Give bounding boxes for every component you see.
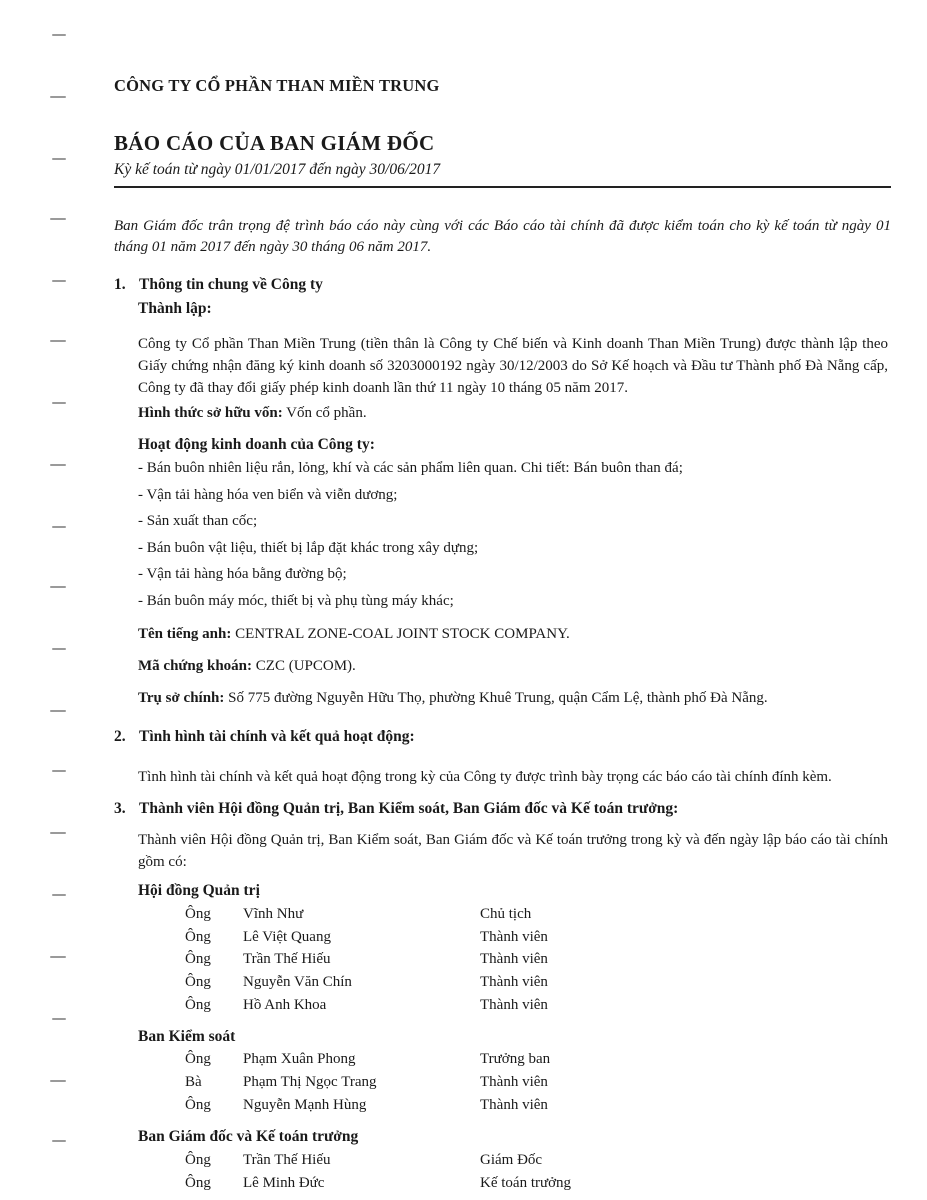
activities-label: Hoạt động kinh doanh của Công ty: (138, 436, 375, 453)
member-title: Ông (185, 1051, 211, 1067)
company-name: CÔNG TY CỔ PHẦN THAN MIỀN TRUNG (114, 76, 440, 95)
section-title: Thành viên Hội đồng Quản trị, Ban Kiểm soát, Ban Giám đốc và Kế toán trưởng: (139, 800, 679, 817)
binding-mark (52, 280, 66, 282)
section-number: 3. (114, 800, 126, 817)
english-name-label: Tên tiếng anh: (138, 626, 232, 642)
member-name: Lê Minh Đức (243, 1175, 325, 1191)
binding-mark (50, 340, 66, 342)
stock-code-value: CZC (UPCOM). (252, 658, 356, 674)
binding-mark (52, 648, 66, 650)
member-role: Chủ tịch (480, 906, 532, 922)
member-title: Ông (185, 929, 211, 945)
member-row (0, 1051, 927, 1073)
binding-mark (52, 526, 66, 528)
board-heading: Hội đồng Quản trị (138, 882, 260, 899)
binding-mark (52, 34, 66, 36)
section-1-heading (114, 276, 323, 294)
section-title: Thông tin chung về Công ty (139, 276, 323, 293)
binding-mark (52, 158, 66, 160)
member-row (0, 997, 927, 1019)
member-role: Thành viên (480, 929, 548, 945)
member-role: Giám Đốc (480, 1152, 543, 1168)
section-title: Tình hình tài chính và kết quả hoạt động: (139, 728, 415, 745)
binding-mark (50, 218, 66, 220)
stock-code-label: Mã chứng khoán: (138, 658, 253, 674)
member-row (0, 1097, 927, 1119)
head-office-label: Trụ sở chính: (138, 690, 225, 706)
member-role: Trưởng ban (480, 1051, 551, 1067)
activity-item: - Vận tải hàng hóa bằng đường bộ; (138, 566, 347, 582)
supervisory-heading: Ban Kiểm soát (138, 1028, 236, 1045)
english-name-value: CENTRAL ZONE-COAL JOINT STOCK COMPANY. (231, 626, 570, 642)
member-name: Nguyễn Văn Chín (243, 974, 352, 990)
financial-status-paragraph: Tình hình tài chính và kết quả hoạt động trong kỳ của Công ty được trình bày trọng các báo cáo tài chính đính kèm. (138, 769, 832, 785)
binding-mark (50, 832, 66, 834)
binding-mark (52, 770, 66, 772)
member-name: Trần Thế Hiếu (243, 1152, 331, 1168)
member-name: Phạm Thị Ngọc Trang (243, 1074, 377, 1090)
activity-item: - Bán buôn nhiên liệu rắn, lỏng, khí và các sản phẩm liên quan. Chi tiết: Bán buôn than đá; (138, 460, 683, 476)
member-role: Thành viên (480, 1097, 548, 1113)
ownership-line (138, 405, 367, 422)
member-title: Ông (185, 1097, 211, 1113)
binding-mark (52, 402, 66, 404)
member-role: Thành viên (480, 1074, 548, 1090)
reporting-period: Kỳ kế toán từ ngày 01/01/2017 đến ngày 30/06/2017 (114, 161, 441, 178)
section-2-heading (114, 728, 415, 746)
member-row (0, 929, 927, 951)
member-row (0, 951, 927, 973)
member-role: Kế toán trưởng (480, 1175, 572, 1191)
members-intro-paragraph: Thành viên Hội đồng Quản trị, Ban Kiểm soát, Ban Giám đốc và Kế toán trưởng trong kỳ và đến ngày lập báo cáo tài chính gồm có: (138, 832, 888, 870)
member-name: Phạm Xuân Phong (243, 1051, 356, 1067)
head-office-value: Số 775 đường Nguyễn Hữu Thọ, phường Khuê Trung, quận Cẩm Lệ, thành phố Đà Nẵng. (224, 690, 768, 706)
binding-mark (50, 96, 66, 98)
activity-item: - Bán buôn vật liệu, thiết bị lắp đặt khác trong xây dựng; (138, 540, 479, 556)
member-role: Thành viên (480, 951, 548, 967)
member-role: Thành viên (480, 974, 548, 990)
section-number: 2. (114, 728, 126, 745)
member-title: Ông (185, 951, 211, 967)
english-name-line (138, 626, 570, 643)
ownership-value: Vốn cổ phần. (282, 405, 367, 421)
binding-mark (50, 464, 66, 466)
section-number: 1. (114, 276, 126, 293)
member-title: Ông (185, 1175, 211, 1191)
member-role: Thành viên (480, 997, 548, 1013)
ownership-label: Hình thức sở hữu vốn: (138, 405, 283, 421)
member-name: Trần Thế Hiếu (243, 951, 331, 967)
management-heading: Ban Giám đốc và Kế toán trưởng (138, 1128, 359, 1145)
member-row (0, 1074, 927, 1096)
activity-item: - Sản xuất than cốc; (138, 513, 258, 529)
binding-edge-marks (0, 0, 80, 1200)
member-name: Vĩnh Như (243, 906, 304, 922)
binding-mark (52, 894, 66, 896)
binding-mark (50, 586, 66, 588)
member-row (0, 1152, 927, 1174)
activity-item: - Vận tải hàng hóa ven biển và viễn dương; (138, 487, 398, 503)
member-row (0, 974, 927, 996)
establishment-label: Thành lập: (138, 300, 212, 317)
head-office-line (138, 690, 768, 707)
member-name: Lê Việt Quang (243, 929, 331, 945)
binding-mark (52, 1140, 66, 1142)
activity-item: - Bán buôn máy móc, thiết bị và phụ tùng máy khác; (138, 593, 454, 609)
section-3-heading (114, 800, 678, 818)
report-title: BÁO CÁO CỦA BAN GIÁM ĐỐC (114, 131, 435, 155)
member-title: Ông (185, 974, 211, 990)
member-name: Hồ Anh Khoa (243, 997, 327, 1013)
establishment-paragraph: Công ty Cổ phần Than Miền Trung (tiền thân là Công ty Chế biến và Kinh doanh Than Miền Trung) được thành lập theo Giấy chứng nhận đăng ký kinh doanh số 3203000192 ngày 30/12/2003 do Sở Kế hoạch và Đầu tư Thành phố Đà Nẵng cấp, Công ty đã thay đổi giấy phép kinh doanh lần thứ 11 ngày 10 tháng 05 năm 2017. (138, 336, 888, 396)
member-row (0, 1175, 927, 1197)
member-title: Ông (185, 997, 211, 1013)
binding-mark (50, 710, 66, 712)
member-row (0, 906, 927, 928)
intro-paragraph: Ban Giám đốc trân trọng đệ trình báo cáo này cùng với các Báo cáo tài chính đã được kiểm toán cho kỳ kế toán từ ngày 01 tháng 01 năm 2017 đến ngày 30 tháng 06 năm 2017. (114, 218, 891, 255)
member-title: Ông (185, 1152, 211, 1168)
member-title: Bà (185, 1074, 202, 1090)
member-title: Ông (185, 906, 211, 922)
member-name: Nguyễn Mạnh Hùng (243, 1097, 367, 1113)
header-divider (114, 186, 891, 188)
stock-code-line (138, 658, 356, 675)
